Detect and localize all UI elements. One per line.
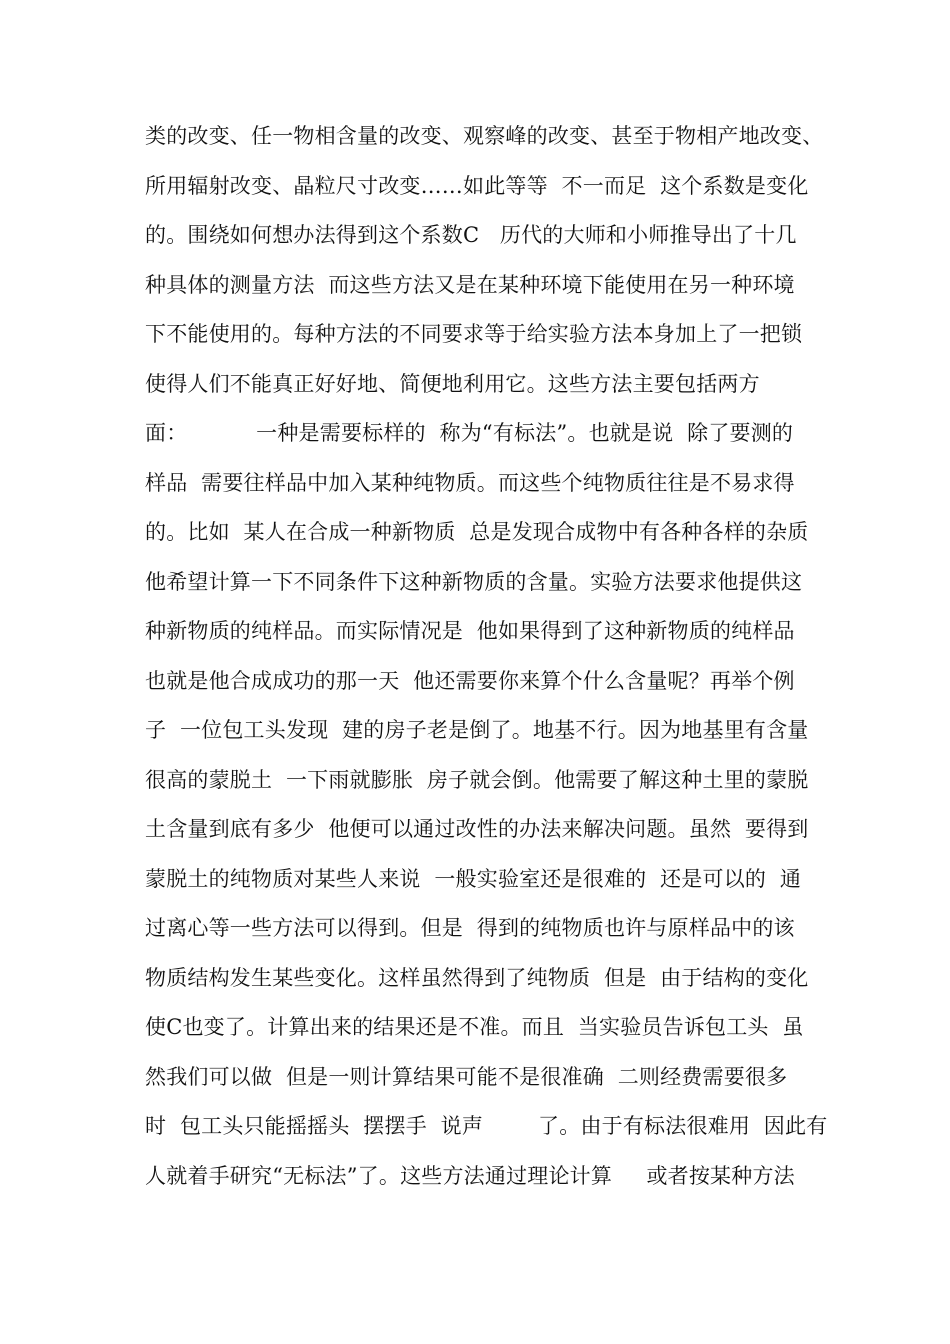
text-line: 下不能使用的。每种方法的不同要求等于给实验方法本身加上了一把锁 [145, 322, 803, 346]
text-line: 过离心等一些方法可以得到。但是 得到的纯物质也许与原样品中的该 [145, 916, 795, 940]
text-line: 物质结构发生某些变化。这样虽然得到了纯物质 但是 由于结构的变化 [145, 965, 809, 990]
text-line: 然我们可以做 但是一则计算结果可能不是很准确 二则经费需要很多 [145, 1064, 788, 1089]
text-line: 很高的蒙脱土 一下雨就膨胀 房子就会倒。他需要了解这种土里的蒙脱 [145, 767, 809, 792]
text-line: 子 一位包工头发现 建的房子老是倒了。地基不行。因为地基里有含量 [145, 718, 809, 742]
text-line: 使得人们不能真正好好地、简便地利用它。这些方法主要包括两方 [145, 371, 760, 396]
text-line: 土含量到底有多少 他便可以通过改性的办法来解决问题。虽然 要得到 [145, 817, 809, 841]
text-line: 也就是他合成成功的那一天 他还需要你来算个什么含量呢？再举个例 [145, 668, 795, 693]
text-line: 时 包工头只能摇摇头 摆摆手 说声 了。由于有标法很难用 因此有 [145, 1114, 828, 1138]
text-line: 所用辐射改变、晶粒尺寸改变……如此等等 不一而足 这个系数是变化 [145, 173, 809, 198]
text-line: 种新物质的纯样品。而实际情况是 他如果得到了这种新物质的纯样品 [145, 619, 795, 643]
body-text [145, 118, 828, 1207]
text-line: 的。围绕如何想办法得到这个系数C 历代的大师和小师推导出了十几 [145, 223, 797, 247]
text-line: 使C也变了。计算出来的结果还是不准。而且 当实验员告诉包工头 虽 [145, 1015, 804, 1039]
text-line: 人就着手研究“无标法”了。这些方法通过理论计算 或者按某种方法 [145, 1163, 795, 1188]
text-line: 的。比如 某人在合成一种新物质 总是发现合成物中有各种各样的杂质 [145, 520, 809, 544]
text-line: 种具体的测量方法 而这些方法又是在某种环境下能使用在另一种环境 [145, 272, 795, 297]
text-line: 蒙脱土的纯物质对某些人来说 一般实验室还是很难的 还是可以的 通 [145, 866, 802, 891]
text-line: 类的改变、任一物相含量的改变、观察峰的改变、甚至于物相产地改变、 [145, 124, 824, 148]
text-line: 面： 一种是需要标样的 称为“有标法”。也就是说 除了要测的 [145, 421, 794, 445]
text-line: 样品 需要往样品中加入某种纯物质。而这些个纯物质往往是不易求得 [145, 470, 795, 495]
text-line: 他希望计算一下不同条件下这种新物质的含量。实验方法要求他提供这 [145, 569, 803, 594]
